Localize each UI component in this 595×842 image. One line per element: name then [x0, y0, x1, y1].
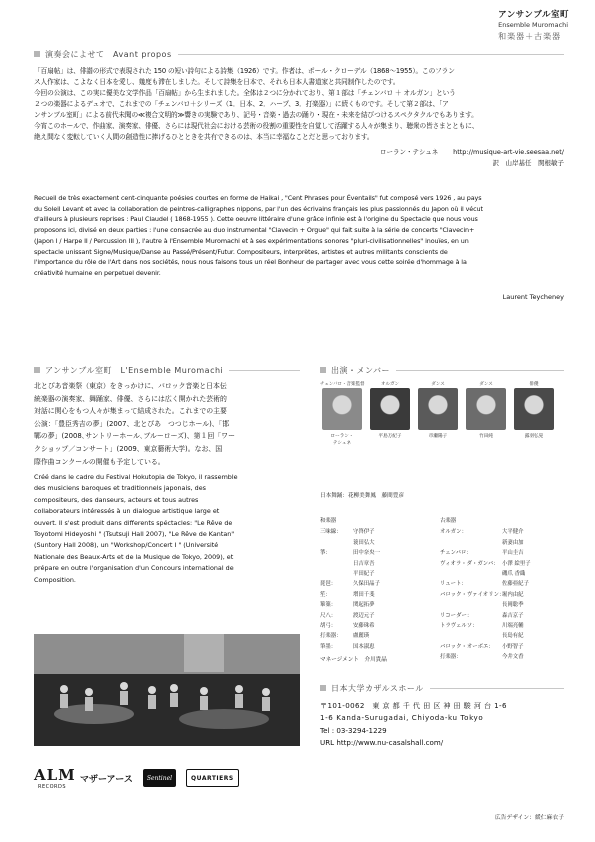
- roster-heading: 和楽器: [320, 518, 337, 524]
- roster-performer: 平田紀子: [353, 571, 375, 578]
- roster-performer: 安藤珠希: [353, 623, 375, 630]
- text-line: 絶え間なく変転していく人間の創造性に捧げるひとときを共有できるのは、本当に幸福なことだと思っております。: [34, 133, 374, 141]
- mother-earth-logo: マザーアース: [80, 774, 133, 785]
- roster-row: [440, 590, 562, 600]
- greeting-french: [34, 193, 564, 279]
- roster-row: [320, 559, 413, 569]
- text-line: 鄲の夢」(2008､サントリーホール､ブルーローズ)、第１回「ワー: [34, 432, 235, 441]
- member-name: 竹田純: [479, 434, 493, 439]
- roster-instrument: [440, 538, 502, 548]
- alm-logo-text: ALM: [34, 766, 76, 784]
- roster-row: [320, 538, 413, 548]
- text-line: Créé dans le cadre du Festival Hokutopia de Tokyo, il rassemble: [34, 473, 238, 481]
- roster-instrument: 打楽器：: [440, 654, 462, 661]
- text-line: 「百扇帖」は、俳諧の形式で表現された 150 の短い詩句による詩集（1926）です。作者は、ポール・クローデル（1868～1955）。このフラン: [34, 67, 455, 75]
- roster-row: [320, 631, 413, 641]
- roster-instrument: 篳篥：: [320, 602, 337, 609]
- text-line: compositeurs, des danseurs, acteurs et tous autres: [34, 495, 199, 504]
- member-card: [512, 381, 556, 440]
- translator-credit: 訳 山岸基任 関根敏子: [492, 159, 564, 167]
- venue-address-jp: 〒101-0062 東 京 都 千 代 田 区 神 田 駿 河 台 1-6: [320, 701, 507, 710]
- section-rule: [430, 688, 564, 689]
- masthead: [498, 8, 569, 42]
- member-photo: [322, 388, 362, 430]
- text-line: ンサンブル室町」による前代未聞の≪複合文明的≫響きの実験であり、記号・音楽・過去の踊り・現在・未来を結びつけるスペクタクルでもあります。: [34, 111, 478, 119]
- roster-row: [440, 527, 562, 537]
- section-title: 演奏会によせて Avant propos: [45, 49, 172, 59]
- roster-row: [440, 642, 562, 652]
- roster-instrument: [320, 569, 353, 579]
- greeting-signature: [380, 147, 564, 169]
- roster-row: [440, 621, 562, 631]
- roster-instrument: トラヴェルソ：: [440, 623, 478, 630]
- roster-instrument: リコーダー：: [440, 612, 473, 619]
- roster-instrument: [440, 569, 502, 579]
- roster-row: [440, 548, 562, 558]
- text-line: ouvert. Il s'est produit dans differents spéctacles: "Le Rêve de: [34, 518, 233, 527]
- text-line: spectacle unissant Signe/Musique/Danse au Passé/Présent/Futur. Compositeurs, interprètes, artistes et autres militants conscients de: [34, 247, 448, 256]
- roster-instrument: 筆墨：: [320, 643, 337, 650]
- ensemble-japanese: [34, 380, 300, 468]
- text-line: Toyotomi Hideyoshi " (Tsutsuji Hall 2007), "Le Rêve de Kantan": [34, 530, 235, 539]
- calligraphy-credit: 日本舞踊：花柳美舞鳳 藤間豊彦: [320, 493, 404, 499]
- member-name: 平島万紀子: [378, 434, 402, 439]
- member-name: ローラン・ テシュネ: [330, 434, 354, 446]
- roster-instrument: 琵琶：: [320, 581, 337, 588]
- member-role: オルガン: [381, 382, 399, 387]
- section-square-icon: [320, 685, 326, 691]
- section-header-ensemble: [34, 364, 300, 376]
- sponsor-logos: [34, 766, 239, 790]
- roster-instrument: [440, 600, 502, 610]
- roster-performer: 盧麗瑛: [353, 633, 370, 640]
- section-square-icon: [34, 367, 40, 373]
- roster-row: [440, 559, 562, 569]
- japanese-instruments-roster: [320, 516, 413, 652]
- text-line: créativité humaine en perpetuel devenir.: [34, 268, 161, 277]
- masthead-subtitle: 和楽器＋古楽器: [498, 32, 562, 41]
- text-line: Recueil de très exactement cent-cinquante poésies courtes en forme de Haikai , "Cent Phrases pour Éventails" fut composé vers 1926 , au pays: [34, 194, 482, 202]
- venue-address-en: 1-6 Kanda-Surugadai, Chiyoda-ku Tokyo: [320, 713, 484, 723]
- venue-url[interactable]: URL http://www.nu-casalshall.com/: [320, 738, 444, 748]
- ensemble-french: [34, 472, 300, 586]
- roster-performer: 佐藤亜紀子: [502, 581, 529, 588]
- roster-row: [320, 569, 413, 579]
- roster-row: [320, 611, 413, 621]
- venue-info: [320, 700, 564, 750]
- roster-instrument: チェンバロ：: [440, 550, 472, 557]
- roster-instrument: [320, 538, 353, 548]
- roster-performer: 増田千斐: [353, 591, 375, 598]
- text-line: Composition.: [34, 575, 76, 584]
- text-line: 今宵このホールで、作曲家、演奏家、俳優、さらには現代社会における芸術の役割の重要性を自覚して活躍する人々が集まり、聴衆の皆さまとともに、: [34, 122, 479, 130]
- roster-row: [320, 600, 413, 610]
- roster-performer: 小野智子: [502, 643, 524, 650]
- roster-instrument: バロック・ヴァイオリン：: [440, 591, 505, 598]
- text-line: 統楽器の演奏家、舞踊家、俳優、さらには広く開かれた芸術的: [34, 394, 227, 403]
- text-line: l'importance du rôle de l'Art dans nos sociétés, nous nous faisons tous un réel Bonheur de partager avec vous cette soirée d'hommage à la: [34, 258, 467, 267]
- text-line: (Suntory Hall 2008), un "Workshop/Concert I " (Université: [34, 541, 219, 550]
- greeting-japanese: [34, 66, 564, 143]
- member-role: チェンバロ・音楽監督: [320, 382, 365, 387]
- member-photo: [370, 388, 410, 430]
- section-header-performers: [320, 364, 564, 376]
- section-rule: [178, 54, 564, 55]
- member-role: 俳優: [529, 382, 539, 387]
- roster-row: [320, 579, 413, 589]
- text-line: 公演：「豊臣秀吉の夢」(2007、北とぴあ つつじホール)、「邯: [34, 419, 230, 428]
- roster-instrument: 笙：: [320, 591, 331, 598]
- roster-row: [440, 579, 562, 589]
- roster-instrument: 胡弓：: [320, 623, 337, 630]
- text-line: 際作曲コンクールの開催も予定している。: [34, 457, 165, 466]
- roster-row: [440, 569, 562, 579]
- text-line: du Soleil Levant et avec la collaboration de peintres-calligraphes nippons, par l'un des écrivains français les plus passionnés du Japon où il vécut: [34, 204, 483, 213]
- roster-instrument: リュート：: [440, 581, 467, 588]
- roster-instrument: バロック・オーボエ：: [440, 643, 494, 650]
- member-photo: [418, 388, 458, 430]
- roster-performer: 日吉章吾: [353, 560, 375, 567]
- sentinel-logo: Sentinel: [143, 769, 176, 787]
- signature-name: ローラン・テシュネ: [380, 148, 439, 156]
- roster-instrument: 打楽器：: [320, 633, 342, 640]
- roster-performer: 堀内由紀: [502, 591, 524, 598]
- text-line: collaborateurs intéressés à un dialogue artistique large et: [34, 507, 220, 516]
- roster-instrument: ヴィオラ・ダ・ガンバ：: [440, 560, 499, 567]
- roster-performer: 長島有紀: [502, 633, 524, 640]
- signature-url[interactable]: http://musique-art-vie.seesaa.net/: [453, 148, 564, 156]
- member-role: ダンス: [431, 382, 445, 387]
- section-rule: [229, 370, 300, 371]
- text-line: proposons ici, divisé en deux parties : l'une consacrée au duo instrumental "Clavecin + Orgue" qui fait suite à la série de concerts "Clavecin+: [34, 226, 475, 235]
- roster-performer: 小澤 絵里子: [502, 560, 531, 567]
- text-line: des musiciens baroques et traditionnels japonais, des: [34, 484, 206, 493]
- text-line: 北とぴあ音楽祭（東京）をきっかけに、バロック音楽と日本伝: [34, 382, 227, 390]
- roster-performer: 渡辺元子: [353, 612, 375, 619]
- member-photos: [320, 381, 564, 491]
- text-line: prépare en outre l'organisation d'un Concours international de: [34, 564, 234, 573]
- roster-row: [320, 527, 413, 537]
- roster-performer: 蓑田弘大: [353, 539, 375, 546]
- text-line: 対話に関心をもつ人々が集まって結成された。これまでの主要: [34, 407, 227, 416]
- roster-row: [440, 611, 562, 621]
- roster-row: [320, 548, 413, 558]
- roster-row: [320, 621, 413, 631]
- masthead-title-en: Ensemble Muromachi: [498, 21, 569, 29]
- text-line: d'ailleurs à plusieurs reprises : Paul Claudel ( 1868-1955 ). Cette oeuvre littéraire d'une grâce infinie est à l'origine du Spectacle que nous vous: [34, 215, 478, 224]
- roster-performer: 大平健介: [502, 529, 524, 536]
- roster-row: [440, 600, 562, 610]
- member-card: [368, 381, 412, 440]
- roster-instrument: 三味線：: [320, 529, 342, 536]
- venue-tel: Tel : 03-3294-1229: [320, 725, 387, 735]
- roster-performer: 新妻由加: [502, 539, 524, 546]
- member-card: [464, 381, 508, 440]
- member-photo: [514, 388, 554, 430]
- quartiers-logo: QUARTIERS: [186, 769, 239, 787]
- masthead-title: アンサンブル室町: [498, 10, 569, 20]
- member-card: [416, 381, 460, 440]
- text-line: ス人作家は、こよなく日本を愛し、幾度も滞在しました。そして詩集を日本で、それも日本人書道家と共同制作したのです。: [34, 78, 400, 86]
- text-line: (Japon I / Harpe II / Percussion III ), l'autre à l'Ensemble Muromachi et à ses expérimentations sonores "pluri-civilisationnelles" inouïes, en un: [34, 236, 469, 245]
- member-photo: [466, 388, 506, 430]
- section-title: アンサンブル室町 L'Ensemble Muromachi: [45, 365, 224, 375]
- roster-performer: 国本淑恵: [353, 643, 375, 650]
- roster-instrument: 箏：: [320, 550, 331, 557]
- roster-performer: 守啓伊子: [353, 529, 375, 536]
- roster-performer: 磯爪 香織: [502, 571, 526, 578]
- roster-row: [320, 642, 413, 652]
- roster-row: [320, 590, 413, 600]
- text-line: 今回の公演は、この実に優美な文学作品「百扇帖」から生まれました。全体は２つに分かれており、第１部は「チェンバロ ＋ オルガン」という: [34, 89, 456, 97]
- alm-logo-sub: RECORDS: [37, 784, 67, 790]
- member-name: 市瀬陽子: [428, 434, 448, 439]
- section-header-greeting: [34, 48, 564, 60]
- roster-performer: 田中奈央一: [353, 550, 380, 557]
- member-card: [320, 381, 364, 447]
- roster-instrument: 尺八：: [320, 612, 337, 619]
- section-square-icon: [34, 51, 40, 57]
- member-role: ダンス: [479, 382, 493, 387]
- alm-records-logo: [34, 766, 76, 790]
- section-rule: [396, 370, 564, 371]
- roster-performer: 川端亮輔: [502, 623, 524, 630]
- roster-performer: 長岡聡季: [502, 602, 524, 609]
- management-credit: マネージメント 介川貴晶: [320, 657, 387, 663]
- design-credit: 広告デザイン：緩仁麻衣子: [494, 815, 564, 821]
- text-line: Nationale des Beaux-Arts et de la Musique de Tokyo, 2009), et: [34, 552, 234, 561]
- section-square-icon: [320, 367, 326, 373]
- roster-instrument: オルガン：: [440, 529, 467, 536]
- early-instruments-roster: [440, 516, 562, 663]
- section-title: 日本大学カザルスホール: [331, 683, 424, 693]
- roster-performer: 森吉京子: [502, 612, 524, 619]
- french-signature: Laurent Teycheney: [502, 293, 564, 301]
- roster-performer: 関起拓夢: [353, 602, 375, 609]
- ensemble-photo: [34, 634, 300, 746]
- section-header-venue: [320, 682, 564, 694]
- roster-row: [440, 631, 562, 641]
- section-title: 出演・メンバー: [331, 365, 390, 375]
- member-name: 露羽弘晃: [524, 434, 544, 439]
- roster-performer: 平山圭吉: [502, 550, 524, 557]
- text-line: クショップ／コンサート」(2009、東京藝術大学)。なお、国: [34, 444, 223, 453]
- roster-performer: 久保田晶子: [353, 581, 380, 588]
- roster-instrument: [320, 559, 353, 569]
- roster-row: [440, 538, 562, 548]
- text-line: ２つの楽器によるデュオで、これまでの「チェンバロ＋シリーズ（1．日本、2．ハープ、3．打楽器）」に続くものです。そして第２部は、「ア: [34, 100, 449, 108]
- roster-instrument: [440, 631, 502, 641]
- roster-heading: 古楽器: [440, 518, 457, 524]
- roster-performer: 今井文香: [502, 654, 524, 661]
